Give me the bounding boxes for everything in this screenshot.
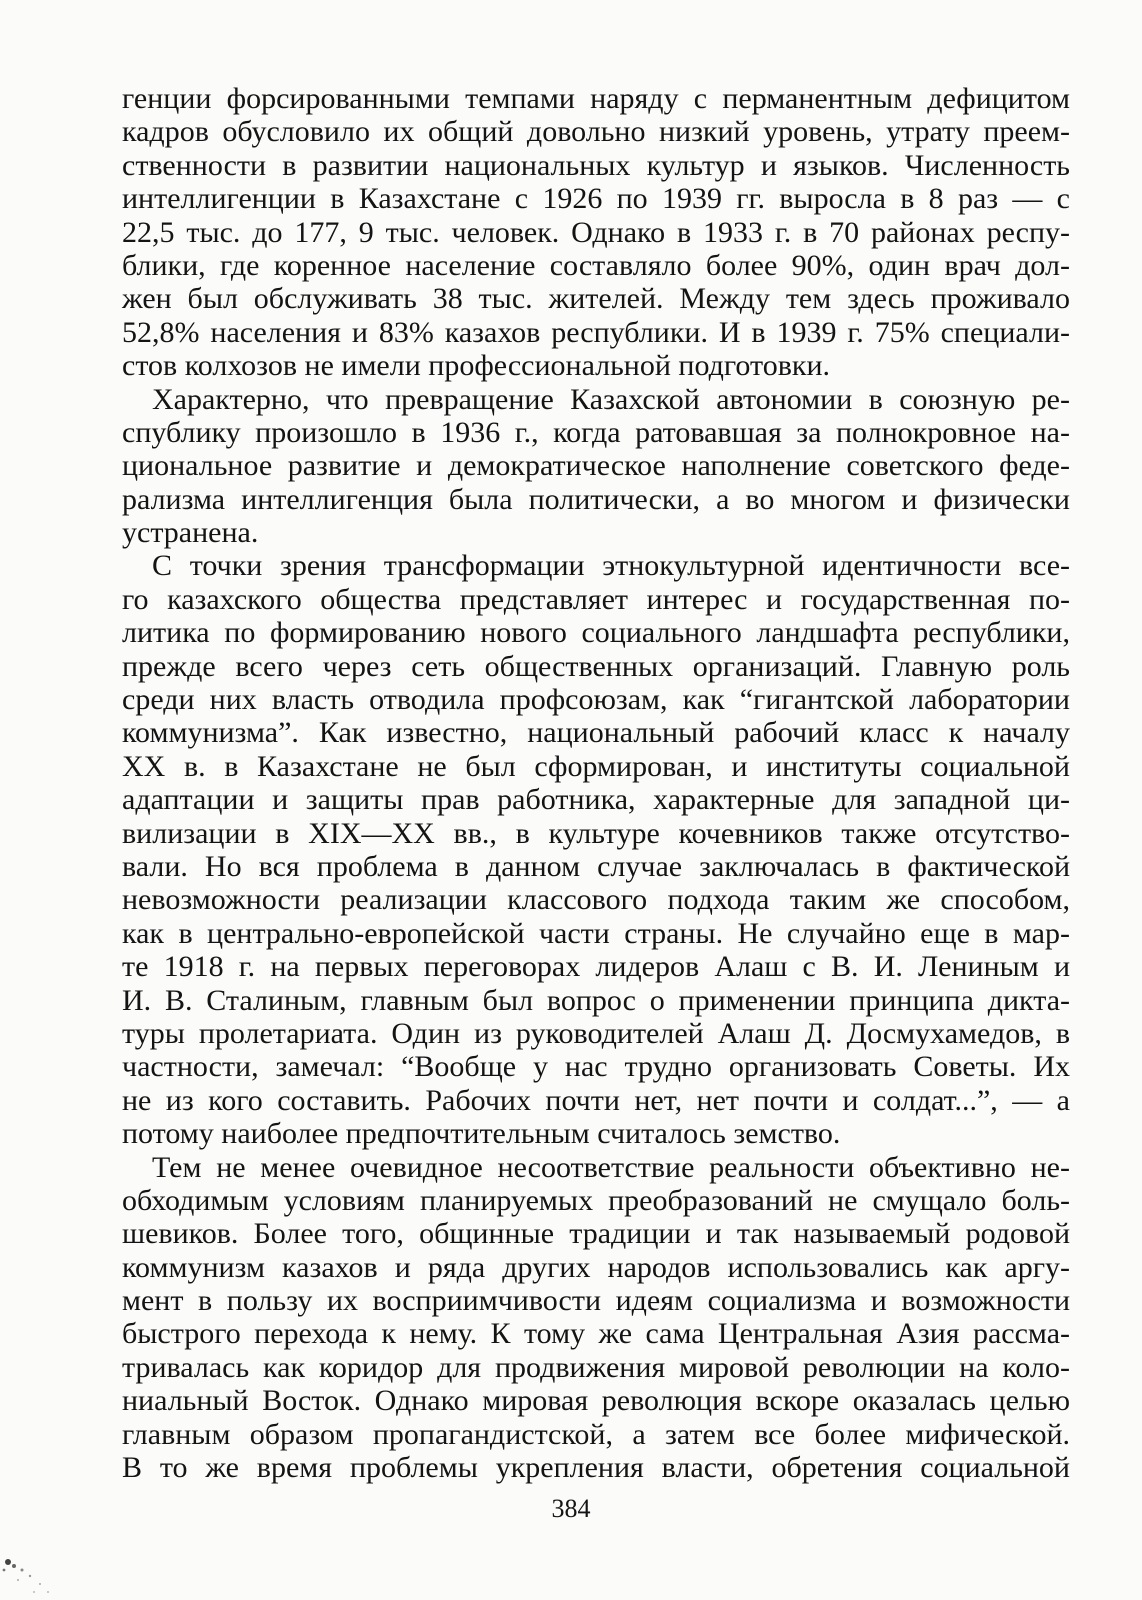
text-line: Характерно, что превращение Казахской автономии в союзную ре- bbox=[152, 382, 1070, 416]
text-line: литика по формированию нового социального ландшафта республики, bbox=[122, 616, 1070, 650]
text-line: Тем не менее очевидное несоответствие реальности объективно не- bbox=[152, 1150, 1070, 1184]
text-line: шевиков. Более того, общинные традиции и так называемый родовой bbox=[122, 1217, 1070, 1251]
text-line: спублику произошло в 1936 г., когда ратовавшая за полнокровное на- bbox=[122, 415, 1070, 449]
scan-artifact bbox=[0, 1540, 70, 1600]
text-line: блики, где коренное население составляло более 90%, один врач дол- bbox=[122, 248, 1070, 282]
text-line: XX в. в Казахстане не был сформирован, и институты социальной bbox=[122, 749, 1070, 783]
text-line: И. В. Сталиным, главным был вопрос о применении принципа дикта- bbox=[122, 983, 1070, 1017]
text-line: вали. Но вся проблема в данном случае заключалась в фактической bbox=[122, 849, 1070, 883]
text-line: интеллигенции в Казахстане с 1926 по 1939 гг. выросла в 8 раз — с bbox=[122, 182, 1070, 216]
text-line: генции форсированными темпами наряду с перманентным дефицитом bbox=[122, 82, 1070, 115]
text-line: среди них власть отводила профсоюзам, как “гигантской лаборатории bbox=[122, 683, 1070, 717]
text-line: жен был обслуживать 38 тыс. жителей. Между тем здесь проживало bbox=[122, 282, 1070, 316]
text-line: обходимым условиям планируемых преобразований не смущало боль- bbox=[122, 1183, 1070, 1217]
text-line: частности, замечал: “Вообще у нас трудно организовать Советы. Их bbox=[122, 1050, 1070, 1084]
text-line: туры пролетариата. Один из руководителей Алаш Д. Досмухамедов, в bbox=[122, 1016, 1070, 1050]
text-line: невозможности реализации классового подхода таким же способом, bbox=[122, 883, 1070, 917]
body-text bbox=[122, 82, 1070, 1484]
text-line: как в центрально-европейской части страны. Не случайно еще в мар- bbox=[122, 916, 1070, 950]
page-number: 384 bbox=[551, 1494, 591, 1523]
text-line: 52,8% населения и 83% казахов республики. И в 1939 г. 75% специали- bbox=[122, 315, 1070, 349]
text-line: циональное развитие и демократическое наполнение советского феде- bbox=[122, 449, 1070, 483]
text-line: стов колхозов не имели профессиональной подготовки. bbox=[122, 349, 831, 383]
text-line: главным образом пропагандистской, а затем все более мифической. bbox=[122, 1417, 1070, 1451]
text-line: мент в пользу их восприимчивости идеям социализма и возможности bbox=[122, 1284, 1070, 1318]
text-line: устранена. bbox=[122, 516, 259, 550]
text-line: вилизации в XIX—XX вв., в культуре кочевников также отсутство- bbox=[122, 816, 1070, 850]
text-line: потому наиболее предпочтительным считалось земство. bbox=[122, 1117, 841, 1151]
text-line: В то же время проблемы укрепления власти, обретения социальной bbox=[122, 1451, 1070, 1485]
text-line: кадров обусловило их общий довольно низкий уровень, утрату преем- bbox=[122, 115, 1070, 149]
text-line: тривалась как коридор для продвижения мировой революции на коло- bbox=[122, 1350, 1070, 1384]
text-line: те 1918 г. на первых переговорах лидеров Алаш с В. И. Лениным и bbox=[122, 950, 1070, 984]
text-line: коммунизма”. Как известно, национальный рабочий класс к началу bbox=[122, 716, 1070, 750]
text-line: ниальный Восток. Однако мировая революция вскоре оказалась целью bbox=[122, 1384, 1070, 1418]
text-line: не из кого составить. Рабочих почти нет, нет почти и солдат...”, — а bbox=[122, 1083, 1070, 1117]
text-line: прежде всего через сеть общественных организаций. Главную роль bbox=[122, 649, 1070, 683]
text-line: быстрого перехода к нему. К тому же сама Центральная Азия рассма- bbox=[122, 1317, 1070, 1351]
text-line: С точки зрения трансформации этнокультурной идентичности все- bbox=[152, 549, 1070, 583]
text-line: адаптации и защиты прав работника, характерные для западной ци- bbox=[122, 783, 1070, 817]
text-line: коммунизм казахов и ряда других народов использовались как аргу- bbox=[122, 1250, 1070, 1284]
text-line: 22,5 тыс. до 177, 9 тыс. человек. Однако в 1933 г. в 70 районах респу- bbox=[122, 215, 1070, 249]
text-line: ственности в развитии национальных культур и языков. Численность bbox=[122, 148, 1070, 182]
text-line: го казахского общества представляет интерес и государственная по- bbox=[122, 582, 1070, 616]
text-line: рализма интеллигенция была политически, а во многом и физически bbox=[122, 482, 1070, 516]
